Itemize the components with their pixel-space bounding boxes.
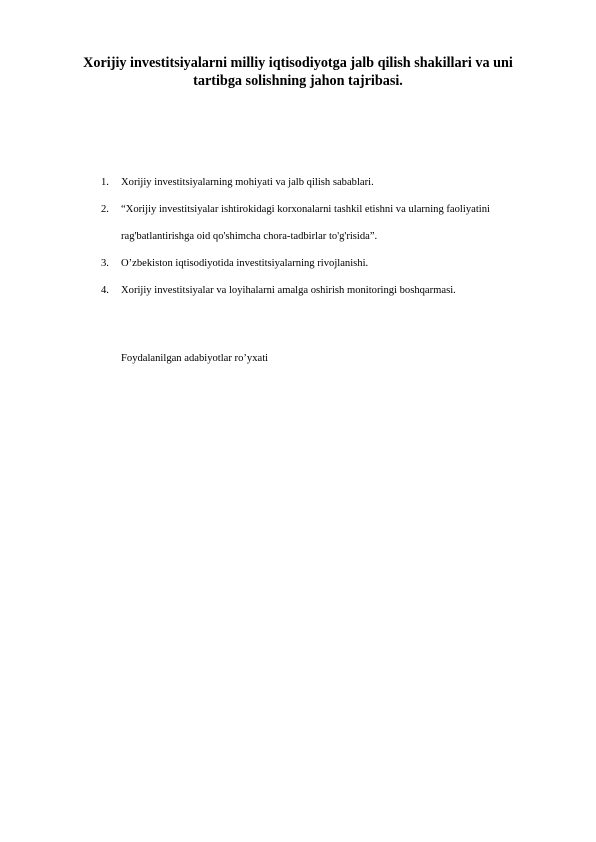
contents-item-text: O’zbekiston iqtisodiyotida investitsiyalarning rivojlanishi.	[121, 258, 369, 269]
references-heading: Foydalanilgan adabiyotlar ro’yxati	[121, 353, 269, 364]
contents-item-1	[101, 176, 561, 189]
contents-item-text: “Xorijiy investitsiyalar ishtirokidagi korxonalarni tashkil etishni va ularning faoliyatini	[121, 204, 490, 215]
contents-item-number: 3.	[101, 258, 109, 269]
contents-item-2	[101, 203, 561, 216]
contents-item-3	[101, 257, 561, 270]
contents-item-number: 1.	[101, 177, 109, 188]
contents-item-number: 2.	[101, 204, 109, 215]
contents-item-text: Xorijiy investitsiyalarning mohiyati va jalb qilish sabablari.	[121, 177, 374, 188]
contents-item-4	[101, 284, 561, 297]
title-line-1: Xorijiy investitsiyalarni milliy iqtisodiyotga jalb qilish shakillari va uni	[83, 55, 513, 71]
document-title	[60, 54, 536, 90]
contents-item-text: Xorijiy investitsiyalar va loyihalarni amalga oshirish monitoringi boshqarmasi.	[121, 285, 456, 296]
contents-item-2-continuation: rag'batlantirishga oid qo'shimcha chora-tadbirlar to'g'risida”.	[121, 231, 378, 242]
title-line-2: tartibga solishning jahon tajribasi.	[193, 73, 403, 89]
contents-item-number: 4.	[101, 285, 109, 296]
